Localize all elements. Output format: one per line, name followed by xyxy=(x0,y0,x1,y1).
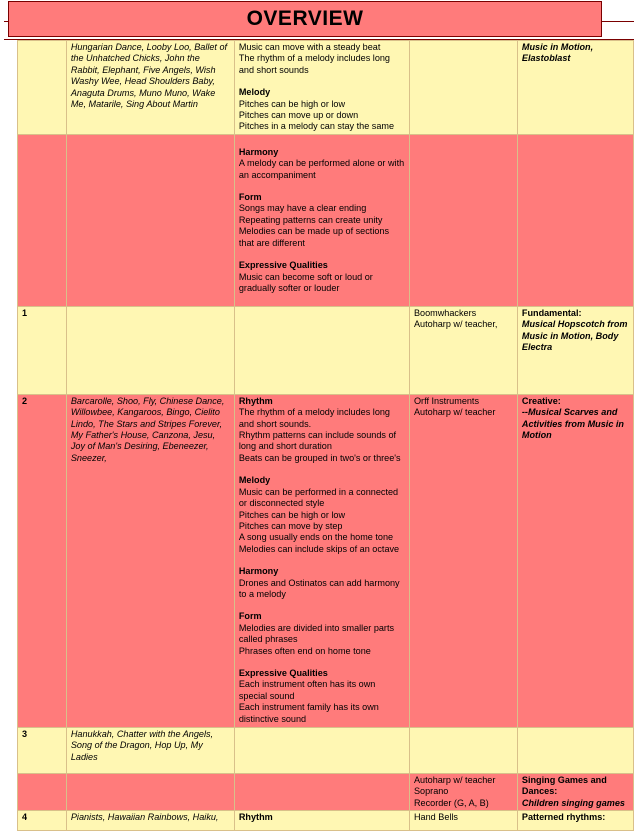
instrument-line: Autoharp w/ teacher xyxy=(413,407,496,418)
concept-line: Music can become soft or loud or gradually softer or louder xyxy=(238,271,373,293)
concept-line: Each instrument family has its own distinctive sound xyxy=(238,702,379,724)
instrument-line: Autoharp w/ teacher, xyxy=(413,319,498,330)
songs-cell: Pianists, Hawaiian Rainbows, Haiku, xyxy=(66,811,234,831)
activity-heading: Fundamental: xyxy=(521,307,582,318)
concepts-cell xyxy=(234,134,409,306)
concepts-cell xyxy=(234,727,409,773)
title-banner xyxy=(8,1,602,37)
concept-heading: Melody xyxy=(238,475,271,486)
instruments-cell xyxy=(409,41,517,135)
concept-line: Melodies can be made up of sections that are different xyxy=(238,226,389,248)
instruments-cell xyxy=(409,394,517,727)
concept-line: Pitches can move up or down xyxy=(238,110,359,121)
concepts-cell xyxy=(234,773,409,810)
concept-line: Beats can be grouped in two's or three's xyxy=(238,452,401,463)
activity-line: Music in Motion, xyxy=(521,42,594,52)
activities-cell xyxy=(517,306,633,394)
instruments-cell xyxy=(409,773,517,810)
table-row xyxy=(18,727,634,773)
songs-cell: Hungarian Dance, Looby Loo, Ballet of the Unhatched Chicks, John the Rabbit, Elephant, Five Angels, Wish Washy Wee, Head Shoulders Baby, Anaguta Drums, Muno Muno, Wake Me, Matarile, Sing About Martin xyxy=(66,41,234,135)
table-row xyxy=(18,134,634,306)
unit-number xyxy=(18,134,67,306)
concept-heading: Melody xyxy=(238,87,271,98)
concept-line: Pitches can be high or low xyxy=(238,509,346,520)
spacer xyxy=(239,249,405,260)
activities-cell xyxy=(517,134,633,306)
instrument-line: Hand Bells xyxy=(413,812,458,823)
concept-heading: Harmony xyxy=(238,146,279,157)
concept-line: Pitches can be high or low xyxy=(238,98,346,109)
instruments-cell xyxy=(409,727,517,773)
songs-cell: Barcarolle, Shoo, Fly, Chinese Dance, Willowbee, Kangaroos, Bingo, Cielito Lindo, The Stars and Stripes Forever, My Father's House, Canzona, Jesu, Joy of Man's Desiring, Ebeneezer, Sneezer, xyxy=(66,394,234,727)
table-row xyxy=(18,773,634,810)
table-row xyxy=(18,811,634,831)
activity-line: Elastoblast xyxy=(521,53,571,64)
unit-number: 1 xyxy=(18,306,67,394)
spacer xyxy=(239,136,405,147)
instrument-line: Soprano xyxy=(413,786,449,797)
concept-line: Drones and Ostinatos can add harmony to a melody xyxy=(238,577,400,599)
activity-line: Children singing games xyxy=(521,797,625,808)
concept-line: A melody can be performed alone or with an accompaniment xyxy=(238,158,405,180)
concept-heading: Expressive Qualities xyxy=(238,667,328,678)
concepts-cell xyxy=(234,41,409,135)
activities-cell xyxy=(517,394,633,727)
instruments-cell xyxy=(409,811,517,831)
concept-line: Music can move with a steady beat xyxy=(238,42,381,52)
activity-line: Musical Hopscotch from Music in Motion, Body Electra xyxy=(521,319,628,353)
concept-line: Rhythm patterns can include sounds of long and short duration xyxy=(238,430,397,452)
instruments-cell xyxy=(409,306,517,394)
songs-cell: Hanukkah, Chatter with the Angels, Song of the Dragon, Hop Up, My Ladies xyxy=(66,727,234,773)
activities-cell xyxy=(517,727,633,773)
concepts-cell xyxy=(234,394,409,727)
activity-heading: Creative: xyxy=(521,395,561,406)
spacer xyxy=(239,657,405,668)
concept-line: Music can be performed in a connected or disconnected style xyxy=(238,486,399,509)
activity-heading: Singing Games and Dances: xyxy=(521,774,607,797)
instrument-line: Autoharp w/ teacher xyxy=(413,774,496,785)
concept-heading: Expressive Qualities xyxy=(238,260,328,271)
concept-line: Melodies can include skips of an octave xyxy=(238,543,400,554)
table-row xyxy=(18,41,634,135)
activities-cell xyxy=(517,811,633,831)
concept-heading: Form xyxy=(238,611,262,622)
instrument-line: Boomwhackers xyxy=(413,307,477,318)
unit-number: 3 xyxy=(18,727,67,773)
activity-heading: Patterned rhythms: xyxy=(521,812,606,823)
songs-cell xyxy=(66,306,234,394)
table-row xyxy=(18,394,634,727)
activity-line: --Musical Scarves and Activities from Music in Motion xyxy=(521,407,624,441)
concept-line: Songs may have a clear ending xyxy=(238,203,367,214)
spacer xyxy=(239,555,405,566)
concept-heading: Rhythm xyxy=(238,812,273,823)
unit-number: 4 xyxy=(18,811,67,831)
concept-line: Pitches in a melody can stay the same xyxy=(238,121,395,132)
concept-line: Melodies are divided into smaller parts called phrases xyxy=(238,622,395,645)
concept-line: The rhythm of a melody includes long and short sounds xyxy=(238,53,390,75)
overview-table xyxy=(17,40,634,831)
concept-heading: Rhythm xyxy=(238,395,273,406)
concept-line: A song usually ends on the home tone xyxy=(238,532,394,543)
spacer xyxy=(239,76,405,87)
instruments-cell xyxy=(409,134,517,306)
songs-cell xyxy=(66,773,234,810)
songs-cell xyxy=(66,134,234,306)
unit-number xyxy=(18,41,67,135)
unit-number: 2 xyxy=(18,394,67,727)
concept-line: Repeating patterns can create unity xyxy=(238,214,383,225)
activities-cell xyxy=(517,773,633,810)
table-row xyxy=(18,306,634,394)
instrument-line: Orff Instruments xyxy=(413,395,480,406)
page-title: OVERVIEW xyxy=(246,7,364,30)
concept-line: Pitches can move by step xyxy=(238,520,343,531)
concept-line: The rhythm of a melody includes long and short sounds. xyxy=(238,407,390,429)
instrument-line: Recorder (G, A, B) xyxy=(413,797,489,808)
spacer xyxy=(239,600,405,611)
concept-line: Each instrument often has its own special sound xyxy=(238,679,376,701)
concept-line: Phrases often end on home tone xyxy=(238,645,371,656)
spacer xyxy=(239,181,405,192)
activities-cell xyxy=(517,41,633,135)
spacer xyxy=(239,464,405,475)
unit-number xyxy=(18,773,67,810)
concepts-cell xyxy=(234,306,409,394)
concept-heading: Form xyxy=(238,192,262,203)
concepts-cell xyxy=(234,811,409,831)
concept-heading: Harmony xyxy=(238,566,279,577)
